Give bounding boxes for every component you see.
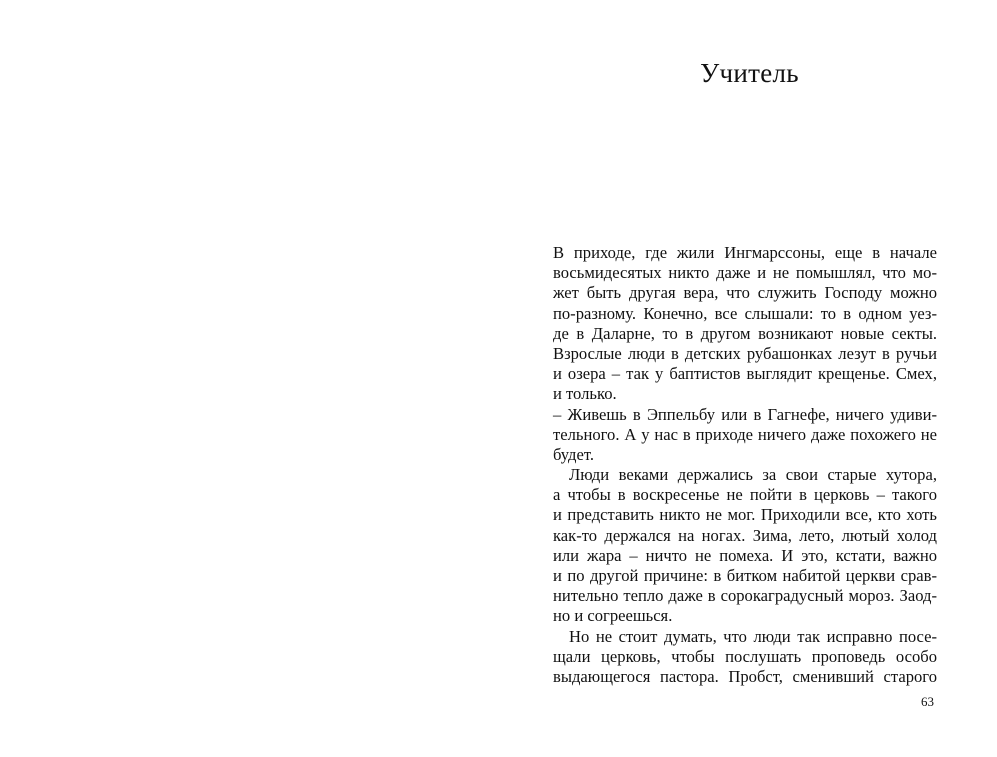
body-text (553, 243, 937, 687)
left-page-blank (0, 0, 498, 757)
text-line: Но не стоит думать, что люди так исправно посе- (569, 626, 937, 646)
text-line: восьмидесятых никто даже и не помышлял, что мо- (553, 263, 937, 283)
text-line: жет быть другая вера, что служить Господу можно (553, 283, 937, 303)
text-line: де в Даларне, то в другом возникают новые секты. (553, 323, 937, 343)
text-line: и озера – так у баптистов выглядит крещенье. Смех, (553, 364, 937, 384)
text-line: Взрослые люди в детских рубашонках лезут в ручьи (553, 343, 937, 363)
text-line: как-то держался на ногах. Зима, лето, лютый холод (553, 525, 937, 545)
text-line: и по другой причине: в битком набитой церкви срав- (553, 566, 937, 585)
chapter-title: Учитель (700, 58, 799, 88)
text-line: Люди веками держались за свои старые хутора, (569, 465, 937, 485)
page-number: 63 (921, 694, 934, 709)
text-line: по-разному. Конечно, все слышали: то в одном уез- (553, 303, 937, 323)
text-line: и только. (553, 384, 617, 404)
text-line: а чтобы в воскресенье не пойти в церковь – такого (553, 485, 937, 505)
text-line: и представить никто не мог. Приходили все, кто хоть (553, 505, 937, 525)
text-line: В приходе, где жили Ингмарссоны, еще в начале (553, 243, 937, 262)
text-line: но и согреешься. (553, 606, 673, 626)
text-line: выдающегося пастора. Пробст, сменивший старого (553, 666, 937, 686)
right-page (498, 0, 997, 757)
text-line: будет. (553, 444, 595, 464)
text-line: или жара – ничто не помеха. И это, кстати, важно (553, 545, 937, 565)
text-line: нительно тепло даже в сорокаградусный мороз. Заод- (553, 586, 937, 606)
text-line: тельного. А у нас в приходе ничего даже похожего не (553, 424, 937, 444)
text-line: щали церковь, чтобы послушать проповедь особо (553, 646, 937, 666)
text-line: – Живешь в Эппельбу или в Гагнефе, ничего удиви- (553, 404, 937, 424)
